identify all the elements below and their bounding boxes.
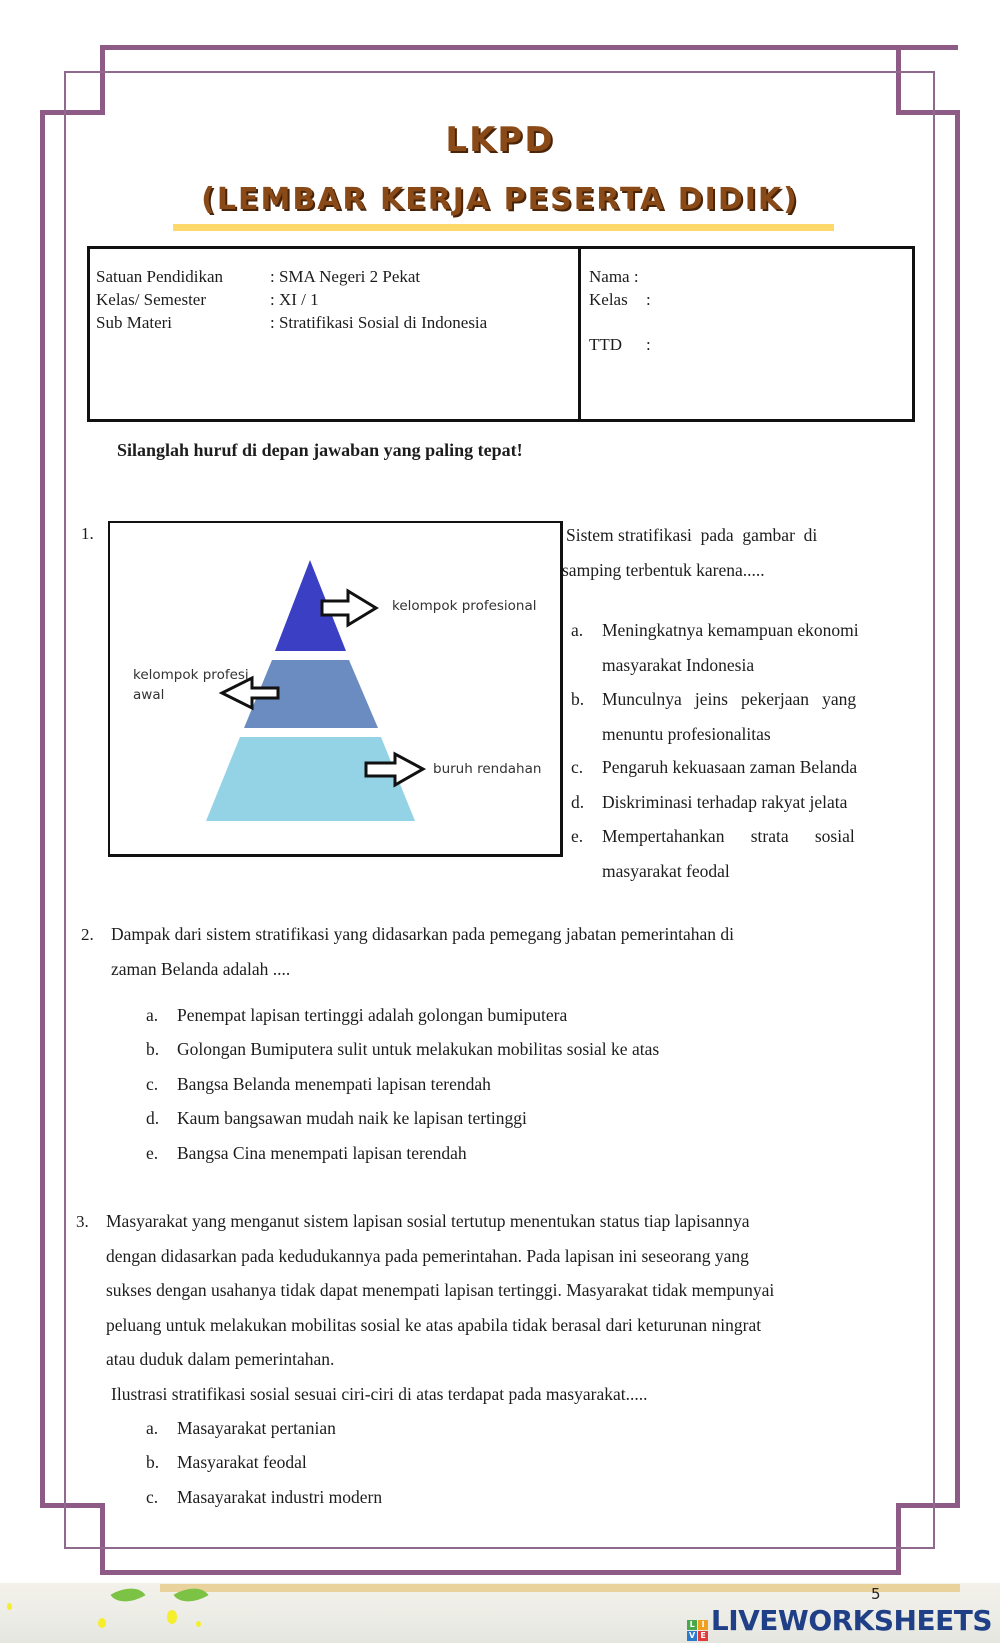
question-3-prompt: Ilustrasi stratifikasi sosial sesuai ciri-ciri di atas terdapat pada masyarakat..... [111, 1384, 648, 1404]
dot-decoration [167, 1610, 177, 1624]
identity-table-divider [578, 249, 581, 419]
frame-thick-step-br-h [896, 1503, 960, 1508]
identity-table [87, 246, 915, 422]
frame-thick-step-tl-h [40, 110, 105, 115]
question-1-text: Sistem stratifikasi pada gambar di samping terbentuk karena..... [562, 525, 818, 580]
question-1-option-c[interactable]: c. Pengaruh kekuasaan zaman Belanda [571, 757, 858, 777]
question-2-option-e[interactable]: e. Bangsa Cina menempati lapisan terendah [146, 1143, 467, 1163]
frame-thin-right [933, 71, 935, 1549]
question-2-option-b[interactable]: b. Golongan Bumiputera sulit untuk melakukan mobilitas sosial ke atas [146, 1039, 660, 1059]
frame-thin-left [64, 71, 66, 1549]
student-class-field[interactable]: Kelas : [589, 290, 651, 309]
liveworksheets-brand[interactable]: L I V E LIVEWORKSHEETS [687, 1604, 992, 1641]
question-2-option-a[interactable]: a. Penempat lapisan tertinggi adalah golongan bumiputera [146, 1005, 568, 1025]
frame-thick-step-br-v [896, 1503, 901, 1575]
info-row-class: Kelas/ Semester : XI / 1 [96, 290, 319, 309]
frame-thick-step-tl-v [100, 45, 105, 115]
student-info [589, 265, 651, 356]
instruction-text: Silanglah huruf di depan jawaban yang paling tepat! [117, 440, 523, 460]
question-3-number: 3. [76, 1212, 89, 1231]
page-subtitle: (LEMBAR KERJA PESERTA DIDIK) [201, 182, 799, 217]
page-title: LKPD [445, 120, 555, 160]
frame-thick-bottom [100, 1570, 900, 1575]
frame-thick-right [955, 110, 960, 1508]
stratification-pyramid-diagram [108, 521, 563, 857]
question-3-option-c[interactable]: c. Masayarakat industri modern [146, 1487, 383, 1507]
question-3-option-a[interactable]: a. Masayarakat pertanian [146, 1418, 336, 1438]
liveworksheets-logo-icon: L I V E [687, 1620, 708, 1641]
question-1-option-b[interactable]: b. Munculnya jeins pekerjaan yang menuntu profesionalitas [571, 689, 857, 744]
school-info [96, 265, 487, 334]
info-row-school: Satuan Pendidikan : SMA Negeri 2 Pekat [96, 267, 421, 286]
frame-thick-step-bl-v [100, 1503, 105, 1575]
dot-decoration [98, 1618, 106, 1628]
question-1-number: 1. [81, 524, 94, 543]
question-1-option-d[interactable]: d. Diskriminasi terhadap rakyat jelata [571, 792, 848, 812]
frame-thick-step-tr-v [896, 45, 901, 115]
page-number: 5 [871, 1585, 881, 1603]
question-2-number: 2. [81, 925, 94, 944]
frame-thick-left [40, 110, 45, 1508]
student-name-field[interactable]: Nama : [589, 267, 639, 286]
question-3-text: Masyarakat yang menganut sistem lapisan sosial tertutup menentukan status tiap lapisannya dengan didasarkan pada kedudukannya pada pemerintahan. Pada lapisan ini seseorang yang sukses dengan usahanya tidak dapat menempati lapisan tertinggi. Masyarakat tidak mempunyai peluang untuk melakukan mobilitas sosial ke atas apabila tidak berasal dari keturunan ningrat atau duduk dalam pemerintahan. [106, 1211, 775, 1369]
frame-thin-bottom [64, 1547, 935, 1549]
frame-thick-top [100, 45, 958, 50]
dot-decoration [7, 1603, 12, 1610]
question-2-text: Dampak dari sistem stratifikasi yang didasarkan pada pemegang jabatan pemerintahan di zaman Belanda adalah .... [111, 924, 734, 979]
frame-thick-step-tr-h [896, 110, 960, 115]
question-2-option-d[interactable]: d. Kaum bangsawan mudah naik ke lapisan tertinggi [146, 1108, 527, 1128]
student-signature-field[interactable]: TTD : [589, 335, 651, 354]
gold-glitter-strip [160, 1584, 960, 1592]
label-low-labor: buruh rendahan [433, 761, 542, 777]
dot-decoration [196, 1621, 201, 1627]
label-early-profession-group: kelompok profesi awal [133, 667, 249, 703]
label-professional-group: kelompok profesional [392, 598, 537, 614]
question-1-option-e[interactable]: e. Mempertahankan strata sosial masyarakat feodal [571, 826, 855, 881]
question-1-option-a[interactable]: a. Meningkatnya kemampuan ekonomi masyarakat Indonesia [571, 620, 859, 675]
frame-thin-top [64, 71, 935, 73]
title-underline [173, 224, 834, 231]
info-row-submaterial: Sub Materi : Stratifikasi Sosial di Indonesia [96, 313, 488, 332]
question-2-option-c[interactable]: c. Bangsa Belanda menempati lapisan terendah [146, 1074, 491, 1094]
frame-thick-step-bl-h [40, 1503, 105, 1508]
question-3-option-b[interactable]: b. Masyarakat feodal [146, 1452, 307, 1472]
